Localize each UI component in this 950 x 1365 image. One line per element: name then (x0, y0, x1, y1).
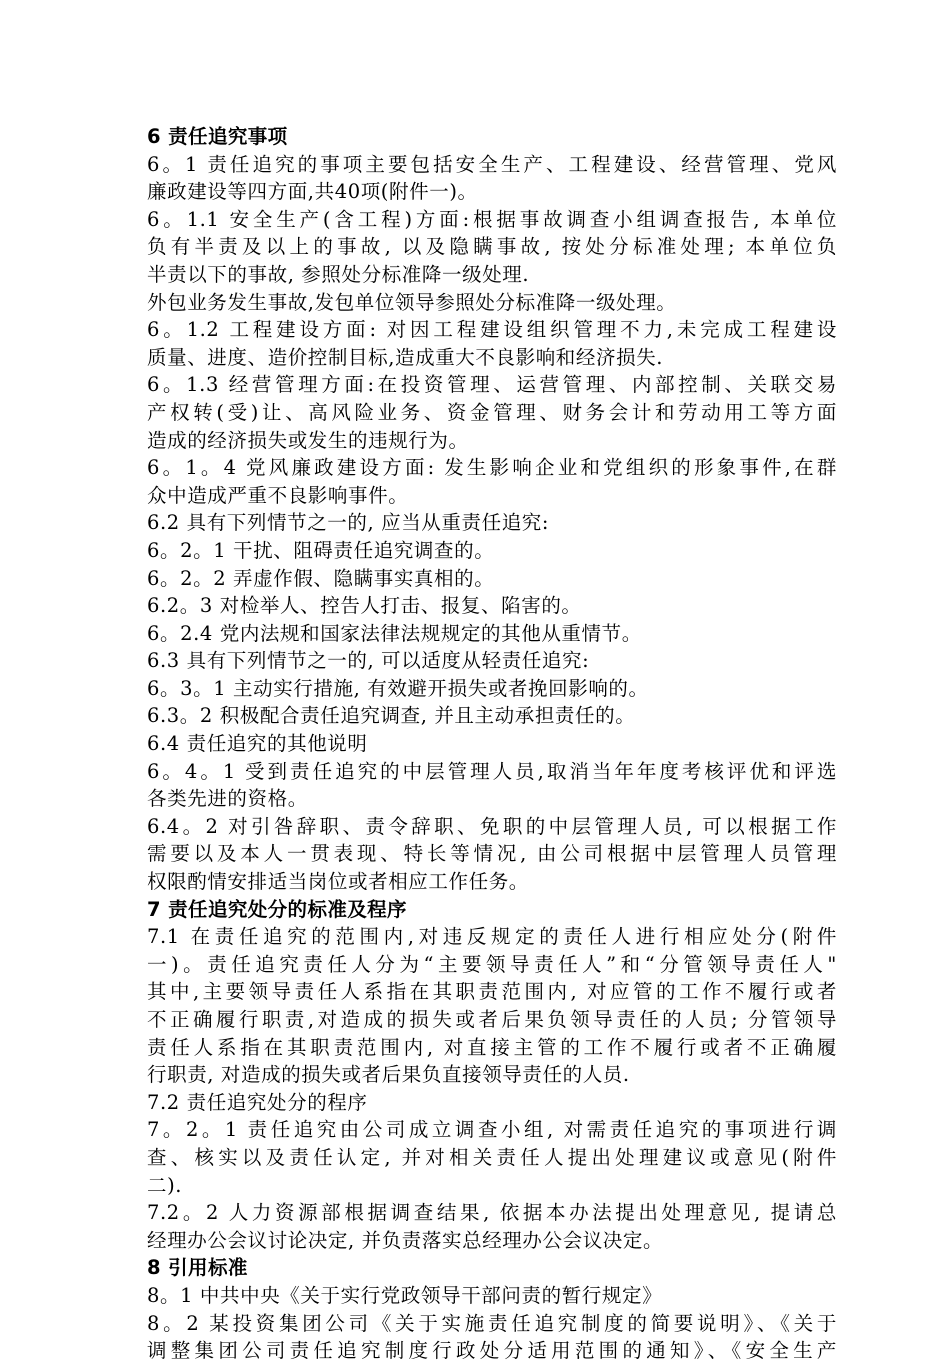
text-line: 责任人系指在其职责范围内, 对直接主管的工作不履行或者不正确履 (147, 1035, 837, 1059)
text-line: 需要以及本人一贯表现、特长等情况, 由公司根据中层管理人员管理 (147, 842, 837, 866)
text-line: 6。1.1 安全生产(含工程)方面:根据事故调查小组调查报告, 本单位 (147, 207, 837, 231)
text-line: 6.2 具有下列情节之一的, 应当从重责任追究: (147, 511, 550, 535)
text-line: 7.2。2 人力资源部根据调查结果, 依据本办法提出处理意见, 提请总 (147, 1201, 837, 1225)
text-line: 6。1。4 党风廉政建设方面: 发生影响企业和党组织的形象事件,在群 (147, 456, 837, 480)
text-line: 6.3。2 积极配合责任追究调查, 并且主动承担责任的。 (147, 704, 636, 728)
text-line: 众中造成严重不良影响事件。 (147, 483, 409, 507)
text-line: 廉政建设等四方面,共40项(附件一)。 (147, 180, 478, 204)
text-line: 6.4。2 对引咎辞职、责令辞职、免职的中层管理人员, 可以根据工作 (147, 814, 837, 838)
text-line: 6.3 具有下列情节之一的, 可以适度从轻责任追究: (147, 649, 590, 673)
text-line: 质量、进度、造价控制目标,造成重大不良影响和经济损失. (147, 345, 664, 369)
text-line: 6。1 责任追究的事项主要包括安全生产、工程建设、经营管理、党风 (147, 152, 837, 176)
text-line: 8。1 中共中央《关于实行党政领导干部问责的暂行规定》 (147, 1283, 663, 1307)
text-line: 造成的经济损失或发生的违规行为。 (147, 428, 469, 452)
text-line: 行职责, 对造成的损失或者后果负直接领导责任的人员. (147, 1063, 630, 1087)
text-line: 半责以下的事故, 参照处分标准降一级处理. (147, 262, 530, 286)
text-line: 外包业务发生事故,发包单位领导参照处分标准降一级处理。 (147, 290, 677, 314)
text-line: 6.2。3 对检举人、控告人打击、报复、陷害的。 (147, 594, 582, 618)
text-line: 查、核实以及责任认定, 并对相关责任人提出处理建议或意见(附件 (147, 1145, 837, 1169)
text-line: 负有半责及以上的事故, 以及隐瞒事故, 按处分标准处理; 本单位负 (147, 235, 837, 259)
text-line: 7。2。1 责任追究由公司成立调查小组, 对需责任追究的事项进行调 (147, 1118, 837, 1142)
text-line: 其中,主要领导责任人系指在其职责范围内, 对应管的工作不履行或者 (147, 980, 837, 1004)
section-heading: 6 责任追究事项 (147, 125, 288, 148)
text-line: 6。1.2 工程建设方面: 对因工程建设组织管理不力,未完成工程建设 (147, 318, 837, 342)
text-line: 不正确履行职责,对造成的损失或者后果负领导责任的人员; 分管领导 (147, 1008, 837, 1031)
text-line: 调整集团公司责任追究制度行政处分适用范围的通知》、《安全生产 (147, 1339, 837, 1363)
text-line: 8。2 某投资集团公司《关于实施责任追究制度的简要说明》、《关于 (147, 1311, 837, 1335)
text-line: 6。1.3 经营管理方面:在投资管理、运营管理、内部控制、关联交易 (147, 373, 837, 397)
section-heading: 8 引用标准 (147, 1256, 248, 1280)
text-line: 6。4。1 受到责任追究的中层管理人员,取消当年年度考核评优和评选 (147, 759, 837, 783)
text-line: 一)。责任追究责任人分为“主要领导责任人”和“分管领导责任人" (147, 952, 837, 976)
text-line: 权限酌情安排适当岗位或者相应工作任务。 (147, 870, 529, 894)
text-line: 产权转(受)让、高风险业务、资金管理、财务会计和劳动用工等方面 (147, 400, 837, 424)
text-line: 6。2。2 弄虚作假、隐瞒事实真相的。 (147, 566, 495, 590)
text-line: 6.4 责任追究的其他说明 (147, 732, 368, 756)
text-line: 7.2 责任追究处分的程序 (147, 1090, 368, 1114)
text-line: 7.1 在责任追究的范围内,对违反规定的责任人进行相应处分(附件 (147, 925, 837, 949)
text-line: 二). (147, 1173, 183, 1197)
text-line: 6。3。1 主动实行措施, 有效避开损失或者挽回影响的。 (147, 676, 649, 700)
section-heading: 7 责任追究处分的标准及程序 (147, 897, 407, 921)
text-line: 6。2。1 干扰、阻碍责任追究调查的。 (147, 538, 495, 562)
document-page (147, 123, 837, 1365)
text-line: 经理办公会议讨论决定, 并负责落实总经理办公会议决定。 (147, 1228, 664, 1252)
text-line: 6。2.4 党内法规和国家法律法规规定的其他从重情节。 (147, 621, 642, 645)
text-line: 各类先进的资格。 (147, 787, 308, 811)
